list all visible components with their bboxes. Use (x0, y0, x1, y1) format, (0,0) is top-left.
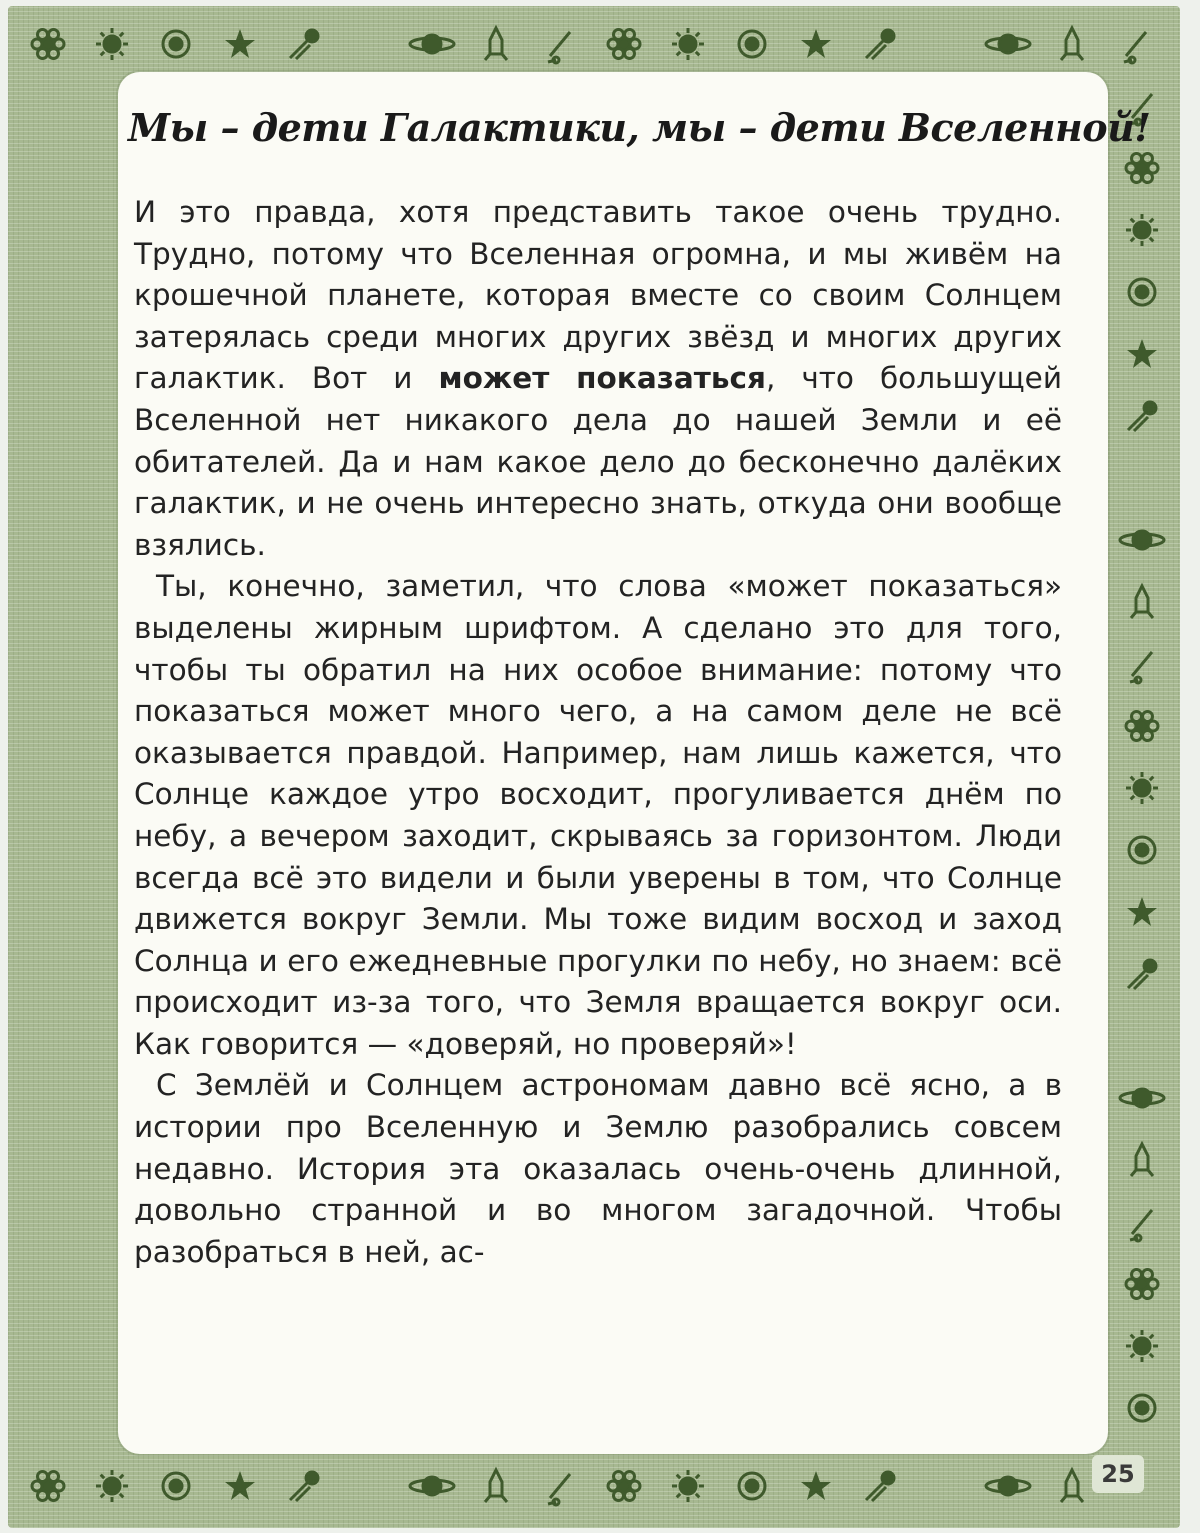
paragraph-1 (134, 192, 1062, 566)
comet-icon (1128, 402, 1156, 431)
sun-icon (1126, 772, 1158, 804)
flower-icon (1126, 712, 1158, 741)
page-title: Мы – дети Галактики, мы – дети Вселенной! (128, 105, 1151, 150)
star-icon (225, 1471, 255, 1500)
moon-icon (1131, 1021, 1146, 1051)
star-icon (225, 29, 255, 58)
rocket-icon (485, 28, 507, 60)
rocket-icon (1131, 586, 1153, 618)
sun-icon (1126, 214, 1158, 246)
telescope-icon (548, 1474, 570, 1505)
planet-icon (1129, 837, 1155, 863)
planet-icon (163, 31, 189, 57)
article-body (134, 192, 1062, 1273)
paragraph-2: Ты, конечно, заметил, что слова «может показаться» выделены жирным шрифтом. А сделано это для того, чтобы ты обратил на них особое внимание: потому что показаться может много чего, а на самом деле не всё оказывается правдой. Например, нам лишь кажется, что Солнце каждое утро восходит, прогуливается днём по небу, а вечером заходит, скрываясь за горизонтом. Люди всегда всё это видели и были уверены в том, что Солнце движется вокруг Земли. Мы тоже видим восход и заход Солнца и его ежедневные прогулки по небу, но знаем: всё происходит из-за того, что Земля вращается вокруг оси. Как говорится — «доверяй, но проверяй»! (134, 569, 1062, 1061)
comet-icon (1128, 960, 1156, 989)
rocket-icon (1061, 1470, 1083, 1502)
comet-icon (290, 1472, 318, 1501)
star-icon (1127, 339, 1157, 368)
star-icon (801, 1471, 831, 1500)
flower-icon (32, 30, 64, 59)
moon-icon (357, 1471, 372, 1501)
sun-icon (96, 1470, 128, 1502)
page-number: 25 (1092, 1455, 1144, 1493)
planet-icon (1129, 1395, 1155, 1421)
comet-icon (290, 30, 318, 59)
saturn-icon (1120, 1089, 1164, 1107)
rocket-icon (485, 1470, 507, 1502)
planet-icon (163, 1473, 189, 1499)
flower-icon (1126, 154, 1158, 183)
saturn-icon (410, 35, 454, 53)
telescope-icon (1124, 32, 1146, 63)
planet-icon (739, 31, 765, 57)
planet-icon (739, 1473, 765, 1499)
sun-icon (672, 1470, 704, 1502)
telescope-icon (1130, 1210, 1152, 1241)
paragraph-1-end: , что большущей Вселенной нет никакого дела до нашей Земли и её обитателей. Да и нам какое дело до бесконечно далёких галактик, и не очень интересно знать, откуда они вообще взялись. (134, 361, 1062, 562)
sun-icon (672, 28, 704, 60)
comet-icon (866, 1472, 894, 1501)
flower-icon (608, 1472, 640, 1501)
saturn-icon (986, 1477, 1030, 1495)
star-icon (1127, 897, 1157, 926)
saturn-icon (410, 1477, 454, 1495)
saturn-icon (986, 35, 1030, 53)
star-icon (801, 29, 831, 58)
rocket-icon (1131, 1144, 1153, 1176)
paragraph-3: С Землёй и Солнцем астрономам давно всё ясно, а в истории про Вселенную и Землю разобрались совсем недавно. История эта оказалась очень-очень длинной, довольно странной и во многом загадочной. Чтобы разобраться в ней, ас- (134, 1068, 1062, 1269)
planet-icon (1129, 279, 1155, 305)
moon-icon (357, 29, 372, 59)
paragraph-1-start: И это правда, хотя представить такое очень трудно. Трудно, потому что Вселенная огромна, и мы живём на крошечной планете, которая вместе со своим Солнцем затерялась среди многих других звёзд и многих других галактик. Вот и (134, 195, 1062, 396)
bold-phrase: может показаться (438, 361, 766, 396)
sun-icon (96, 28, 128, 60)
moon-icon (1131, 463, 1146, 493)
telescope-icon (1130, 652, 1152, 683)
moon-icon (933, 29, 948, 59)
moon-icon (933, 1471, 948, 1501)
flower-icon (608, 30, 640, 59)
saturn-icon (1120, 531, 1164, 549)
flower-icon (1126, 1270, 1158, 1299)
rocket-icon (1061, 28, 1083, 60)
comet-icon (866, 30, 894, 59)
telescope-icon (548, 32, 570, 63)
sun-icon (1126, 1330, 1158, 1362)
flower-icon (32, 1472, 64, 1501)
